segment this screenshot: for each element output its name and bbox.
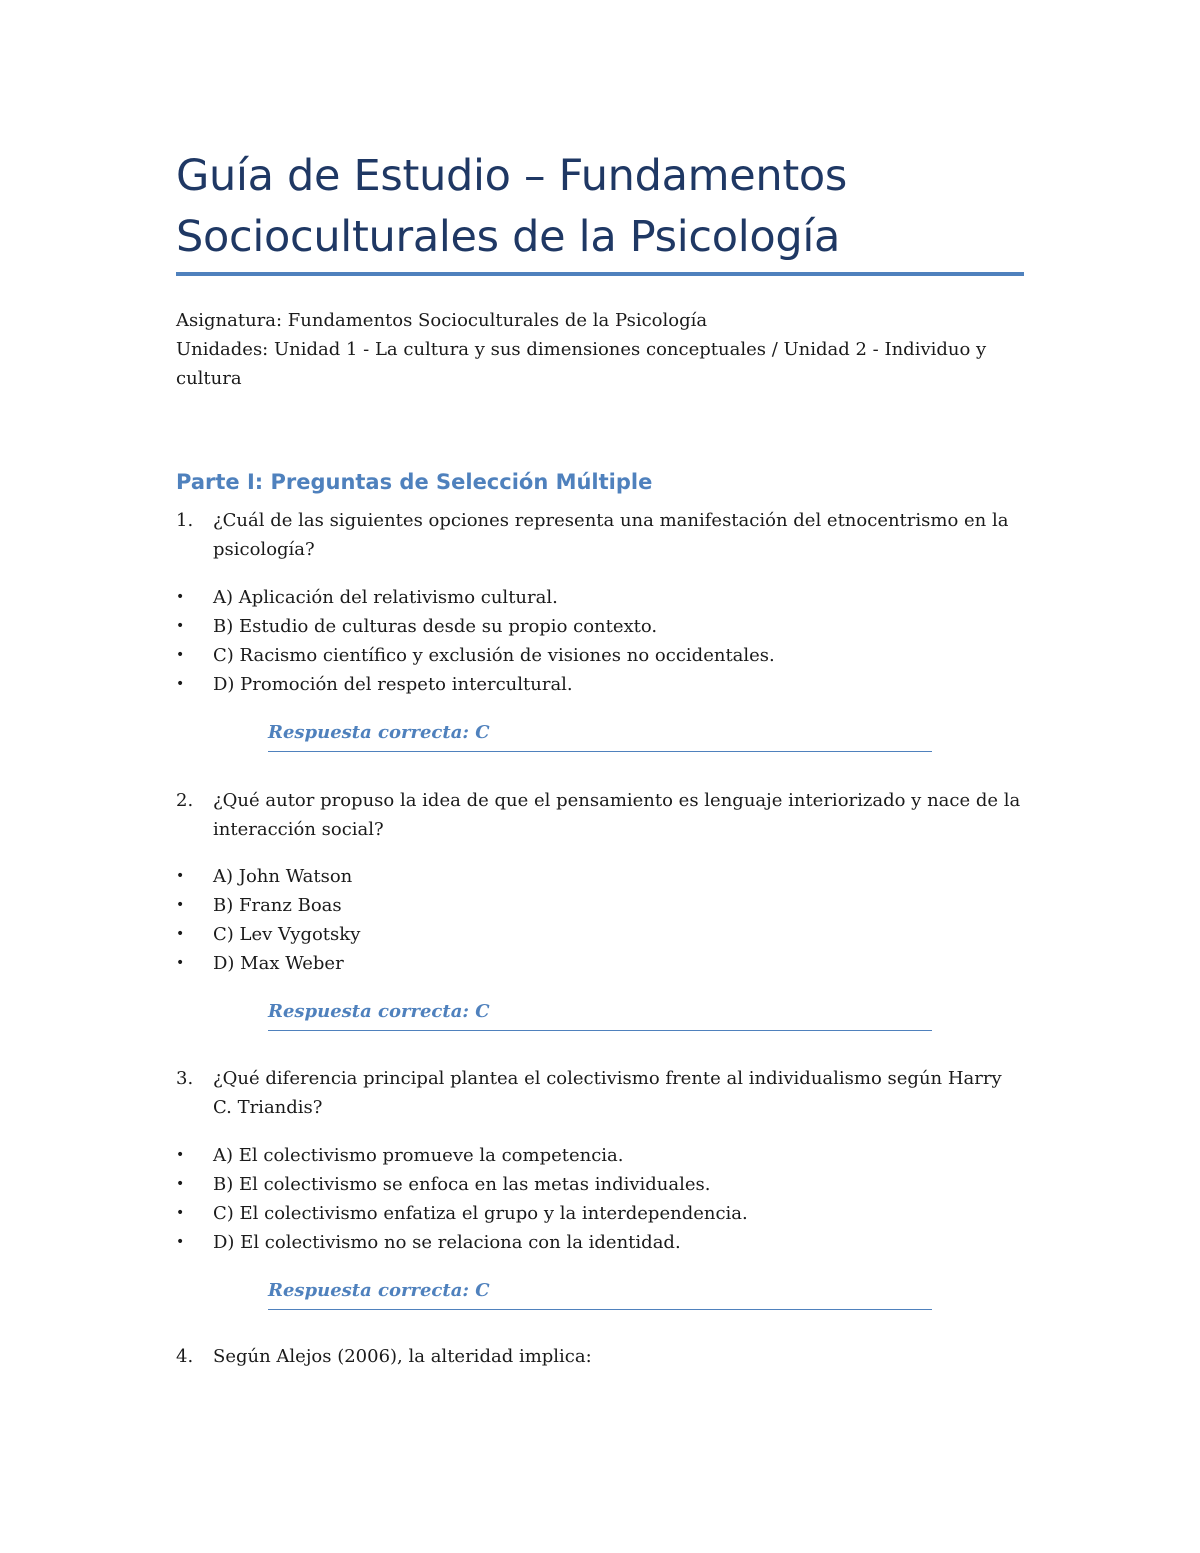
option-text: C) El colectivismo enfatiza el grupo y la interdependencia.	[213, 1203, 748, 1224]
option-text: C) Lev Vygotsky	[213, 924, 361, 945]
question-number: 2.	[176, 790, 194, 811]
option-item	[176, 891, 1026, 920]
option-item	[176, 583, 1026, 612]
bullet-icon: •	[176, 1234, 185, 1250]
unidades-line-1: Unidades: Unidad 1 - La cultura y sus dimensiones conceptuales / Unidad 2 - Individuo y	[176, 339, 987, 360]
question-text: ¿Qué autor propuso la idea de que el pensamiento es lenguaje interiorizado y nace de la interacción social?	[213, 790, 1021, 840]
document-metadata	[176, 306, 1016, 393]
bullet-icon: •	[176, 1176, 185, 1192]
bullet-icon: •	[176, 676, 185, 692]
option-text: B) El colectivismo se enfoca en las metas individuales.	[213, 1174, 711, 1195]
option-item	[176, 949, 1026, 978]
option-item	[176, 641, 1026, 670]
answer-line: Respuesta correcta: C	[268, 1277, 932, 1310]
document-title	[176, 146, 1036, 268]
question-number: 1.	[176, 510, 194, 531]
option-text: B) Franz Boas	[213, 895, 342, 916]
unidades-line-2: cultura	[176, 368, 242, 389]
option-item	[176, 862, 1026, 891]
question-number: 4.	[176, 1346, 194, 1367]
option-item	[176, 1228, 1026, 1257]
option-text: C) Racismo científico y exclusión de visiones no occidentales.	[213, 645, 775, 666]
asignatura-line: Asignatura: Fundamentos Socioculturales de la Psicología	[176, 310, 708, 331]
answer-line: Respuesta correcta: C	[268, 719, 932, 752]
bullet-icon: •	[176, 618, 185, 634]
question-text: Según Alejos (2006), la alteridad implica:	[213, 1346, 592, 1367]
question-2-options	[176, 862, 1026, 978]
question-1	[176, 506, 1026, 564]
section-heading: Parte I: Preguntas de Selección Múltiple	[176, 470, 653, 494]
question-3	[176, 1064, 1026, 1122]
option-item	[176, 1170, 1026, 1199]
bullet-icon: •	[176, 1147, 185, 1163]
bullet-icon: •	[176, 926, 185, 942]
title-underline	[176, 272, 1024, 276]
bullet-icon: •	[176, 868, 185, 884]
question-text: ¿Cuál de las siguientes opciones representa una manifestación del etnocentrismo en la psicología?	[213, 510, 1009, 560]
title-line-2: Socioculturales de la Psicología	[176, 212, 841, 262]
question-number: 3.	[176, 1068, 194, 1089]
question-text: ¿Qué diferencia principal plantea el colectivismo frente al individualismo según Harry C. Triandis?	[213, 1068, 1002, 1118]
bullet-icon: •	[176, 1205, 185, 1221]
question-2	[176, 786, 1026, 844]
title-line-1: Guía de Estudio – Fundamentos	[176, 151, 848, 201]
option-item	[176, 670, 1026, 699]
option-item	[176, 612, 1026, 641]
option-text: D) El colectivismo no se relaciona con la identidad.	[213, 1232, 681, 1253]
option-text: A) El colectivismo promueve la competencia.	[213, 1145, 624, 1166]
option-item	[176, 1141, 1026, 1170]
option-item	[176, 920, 1026, 949]
bullet-icon: •	[176, 589, 185, 605]
answer-line: Respuesta correcta: C	[268, 998, 932, 1031]
option-text: D) Max Weber	[213, 953, 344, 974]
bullet-icon: •	[176, 897, 185, 913]
question-3-options	[176, 1141, 1026, 1257]
question-4	[176, 1342, 1026, 1371]
bullet-icon: •	[176, 647, 185, 663]
option-item	[176, 1199, 1026, 1228]
option-text: B) Estudio de culturas desde su propio contexto.	[213, 616, 658, 637]
option-text: A) John Watson	[213, 866, 353, 887]
question-1-options	[176, 583, 1026, 699]
option-text: A) Aplicación del relativismo cultural.	[213, 587, 558, 608]
option-text: D) Promoción del respeto intercultural.	[213, 674, 573, 695]
bullet-icon: •	[176, 955, 185, 971]
